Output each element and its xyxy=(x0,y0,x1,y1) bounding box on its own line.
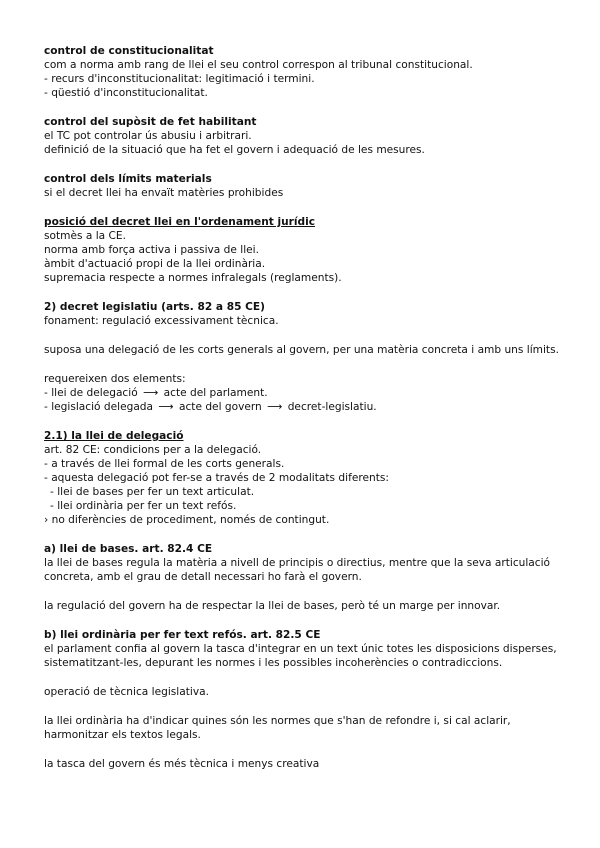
section-heading: 2) decret legislatiu (arts. 82 a 85 CE) xyxy=(44,301,265,313)
text-line: - aquesta delegació pot fer-se a través de 2 modalitats diferents: xyxy=(44,472,389,484)
section-heading: posició del decret llei en l'ordenament jurídic xyxy=(44,216,316,228)
section-ordinary-law xyxy=(44,628,564,771)
section-delegation-law xyxy=(44,429,564,527)
text-line: - recurs d'inconstitucionalitat: legitimació i termini. xyxy=(44,73,315,85)
section-legislative-decree xyxy=(44,300,564,414)
text-line: - a través de llei formal de les corts generals. xyxy=(44,458,285,470)
text-line: › no diferències de procediment, només de contingut. xyxy=(44,514,330,526)
text-line: definició de la situació que ha fet el govern i adequació de les mesures. xyxy=(44,144,425,156)
notes-content xyxy=(44,44,564,786)
text-line: fonament: regulació excessivament tècnica. xyxy=(44,315,279,327)
text-line: art. 82 CE: condicions per a la delegació. xyxy=(44,444,262,456)
paragraph: la tasca del govern és més tècnica i menys creativa xyxy=(44,758,320,770)
paragraph: requereixen dos elements: xyxy=(44,373,186,385)
text-line: norma amb força activa i passiva de llei. xyxy=(44,244,259,256)
section-law-of-bases xyxy=(44,542,564,613)
section-heading: control del supòsit de fet habilitant xyxy=(44,116,257,128)
paragraph: suposa una delegació de les corts generals al govern, per una matèria concreta i amb uns límits. xyxy=(44,344,559,356)
arrow-line-start: - llei de delegació xyxy=(44,387,138,399)
arrow-line xyxy=(44,386,564,400)
text-line: àmbit d'actuació propi de la llei ordinària. xyxy=(44,258,266,270)
text-line: el TC pot controlar ús abusiu i arbitrari. xyxy=(44,130,252,142)
arrow-line xyxy=(44,400,564,414)
text-line: - qüestió d'inconstitucionalitat. xyxy=(44,87,208,99)
section-heading: a) llei de bases. art. 82.4 CE xyxy=(44,543,213,555)
paragraph: el parlament confia al govern la tasca d'integrar en un text únic totes les disposicions disperses, sistematitzant-les, depurant les normes i les possibles incoherències o contradiccions. xyxy=(44,643,557,669)
text-line: si el decret llei ha envaït matèries prohibides xyxy=(44,187,284,199)
arrow-line-middle: acte del govern xyxy=(178,401,262,413)
paragraph: la llei ordinària ha d'indicar quines són les normes que s'han de refondre i, si cal aclarir, harmonitzar els textos legals. xyxy=(44,715,511,741)
arrow-right-icon: ⟶ xyxy=(143,387,159,399)
section-heading: 2.1) la llei de delegació xyxy=(44,430,184,442)
arrow-line-end: acte del parlament. xyxy=(163,387,268,399)
text-line: com a norma amb rang de llei el seu control correspon al tribunal constitucional. xyxy=(44,59,473,71)
text-line: supremacia respecte a normes infralegals (reglaments). xyxy=(44,272,342,284)
text-line: - llei ordinària per fer un text refós. xyxy=(50,500,237,512)
section-constitutional-control xyxy=(44,44,564,100)
arrow-line-end: decret-legislatiu. xyxy=(287,401,377,413)
section-material-limits xyxy=(44,172,564,200)
arrow-line-start: - legislació delegada xyxy=(44,401,154,413)
text-line: sotmès a la CE. xyxy=(44,230,126,242)
section-heading: b) llei ordinària per fer text refós. art. 82.5 CE xyxy=(44,629,321,641)
arrow-right-icon: ⟶ xyxy=(267,401,283,413)
section-decree-position xyxy=(44,215,564,285)
section-heading: control de constitucionalitat xyxy=(44,45,214,57)
paragraph: operació de tècnica legislativa. xyxy=(44,686,209,698)
section-heading: control dels límits materials xyxy=(44,173,212,185)
paragraph: la regulació del govern ha de respectar la llei de bases, però té un marge per innovar. xyxy=(44,600,501,612)
arrow-right-icon: ⟶ xyxy=(158,401,174,413)
paragraph: la llei de bases regula la matèria a nivell de principis o directius, mentre que la seva articulació concreta, amb el grau de detall necessari ho farà el govern. xyxy=(44,557,551,583)
text-line: - llei de bases per fer un text articulat. xyxy=(50,486,255,498)
section-enabling-fact-control xyxy=(44,115,564,157)
